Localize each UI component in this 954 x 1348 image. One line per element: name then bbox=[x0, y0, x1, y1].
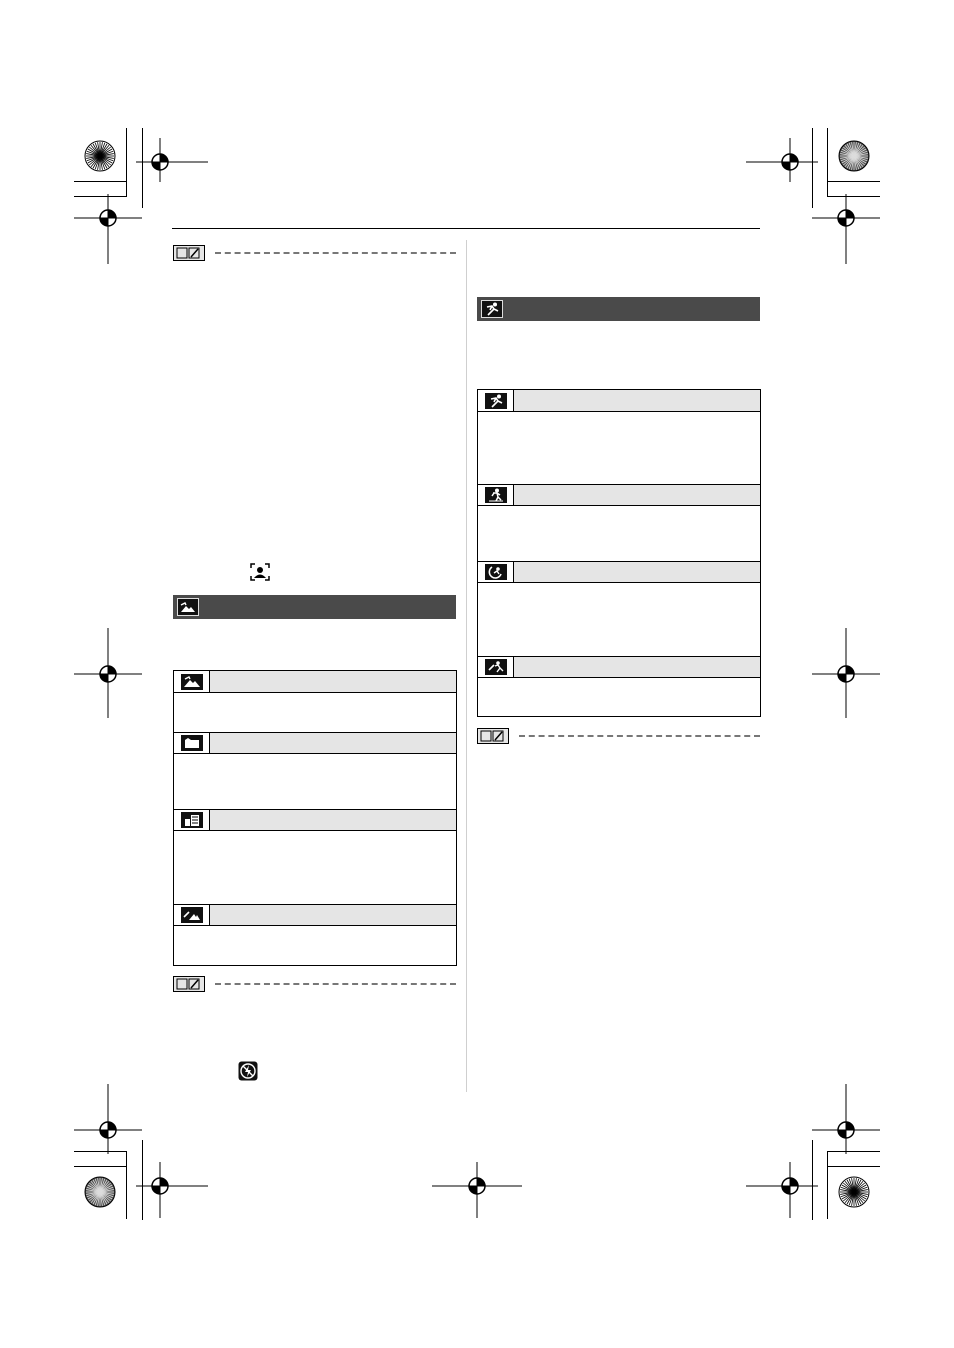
registration-mark bbox=[812, 1084, 880, 1154]
table-row bbox=[478, 484, 760, 506]
note-pencil-icon bbox=[477, 728, 509, 744]
registration-mark bbox=[74, 628, 142, 718]
scenery-normal-icon bbox=[181, 674, 203, 690]
column-divider bbox=[466, 240, 467, 1092]
table-row bbox=[174, 732, 456, 754]
table-row bbox=[174, 671, 456, 693]
registration-mark bbox=[136, 138, 208, 182]
rosette-mark bbox=[84, 1176, 116, 1208]
scenery-section-bar bbox=[173, 595, 456, 619]
note-marker bbox=[173, 975, 456, 993]
scenery-architecture-icon bbox=[181, 812, 203, 828]
sports-outdoor-icon bbox=[485, 487, 507, 503]
note-separator bbox=[215, 252, 456, 254]
scenery-nature-icon bbox=[181, 735, 203, 751]
rosette-mark bbox=[838, 140, 870, 172]
crop-mark bbox=[828, 1166, 880, 1167]
registration-mark bbox=[74, 194, 142, 264]
crop-mark bbox=[126, 128, 127, 196]
table-row bbox=[478, 561, 760, 583]
table-row bbox=[174, 904, 456, 926]
note-marker bbox=[477, 727, 760, 745]
crop-mark bbox=[827, 128, 828, 196]
table-row bbox=[174, 809, 456, 831]
face-detection-icon bbox=[250, 563, 270, 581]
sports-indoor-icon bbox=[485, 564, 507, 580]
rosette-mark bbox=[838, 1176, 870, 1208]
note-separator bbox=[519, 735, 760, 737]
crop-mark bbox=[828, 181, 880, 182]
registration-mark bbox=[74, 1084, 142, 1154]
sports-icon bbox=[481, 300, 503, 318]
registration-mark bbox=[746, 138, 818, 182]
scenery-icon bbox=[177, 598, 199, 616]
registration-mark bbox=[136, 1162, 208, 1218]
registration-mark bbox=[432, 1162, 522, 1218]
sports-section-bar bbox=[477, 297, 760, 321]
note-pencil-icon bbox=[173, 976, 205, 992]
sports-mode-table bbox=[477, 389, 761, 717]
registration-mark bbox=[746, 1162, 818, 1218]
crop-mark bbox=[827, 1151, 828, 1219]
rosette-mark bbox=[84, 140, 116, 172]
registration-mark bbox=[812, 628, 880, 718]
table-row bbox=[478, 390, 760, 412]
registration-mark bbox=[812, 194, 880, 264]
note-pencil-icon bbox=[173, 245, 205, 261]
table-row bbox=[478, 656, 760, 678]
note-separator bbox=[215, 983, 456, 985]
flash-off-icon bbox=[238, 1061, 258, 1081]
sports-creative-icon bbox=[485, 659, 507, 675]
note-marker bbox=[173, 244, 456, 262]
scenery-mode-table bbox=[173, 670, 457, 966]
scenery-creative-icon bbox=[181, 907, 203, 923]
crop-mark bbox=[126, 1151, 127, 1219]
crop-mark bbox=[74, 181, 126, 182]
crop-mark bbox=[74, 1166, 126, 1167]
sports-normal-icon bbox=[485, 393, 507, 409]
header-rule bbox=[172, 228, 760, 229]
